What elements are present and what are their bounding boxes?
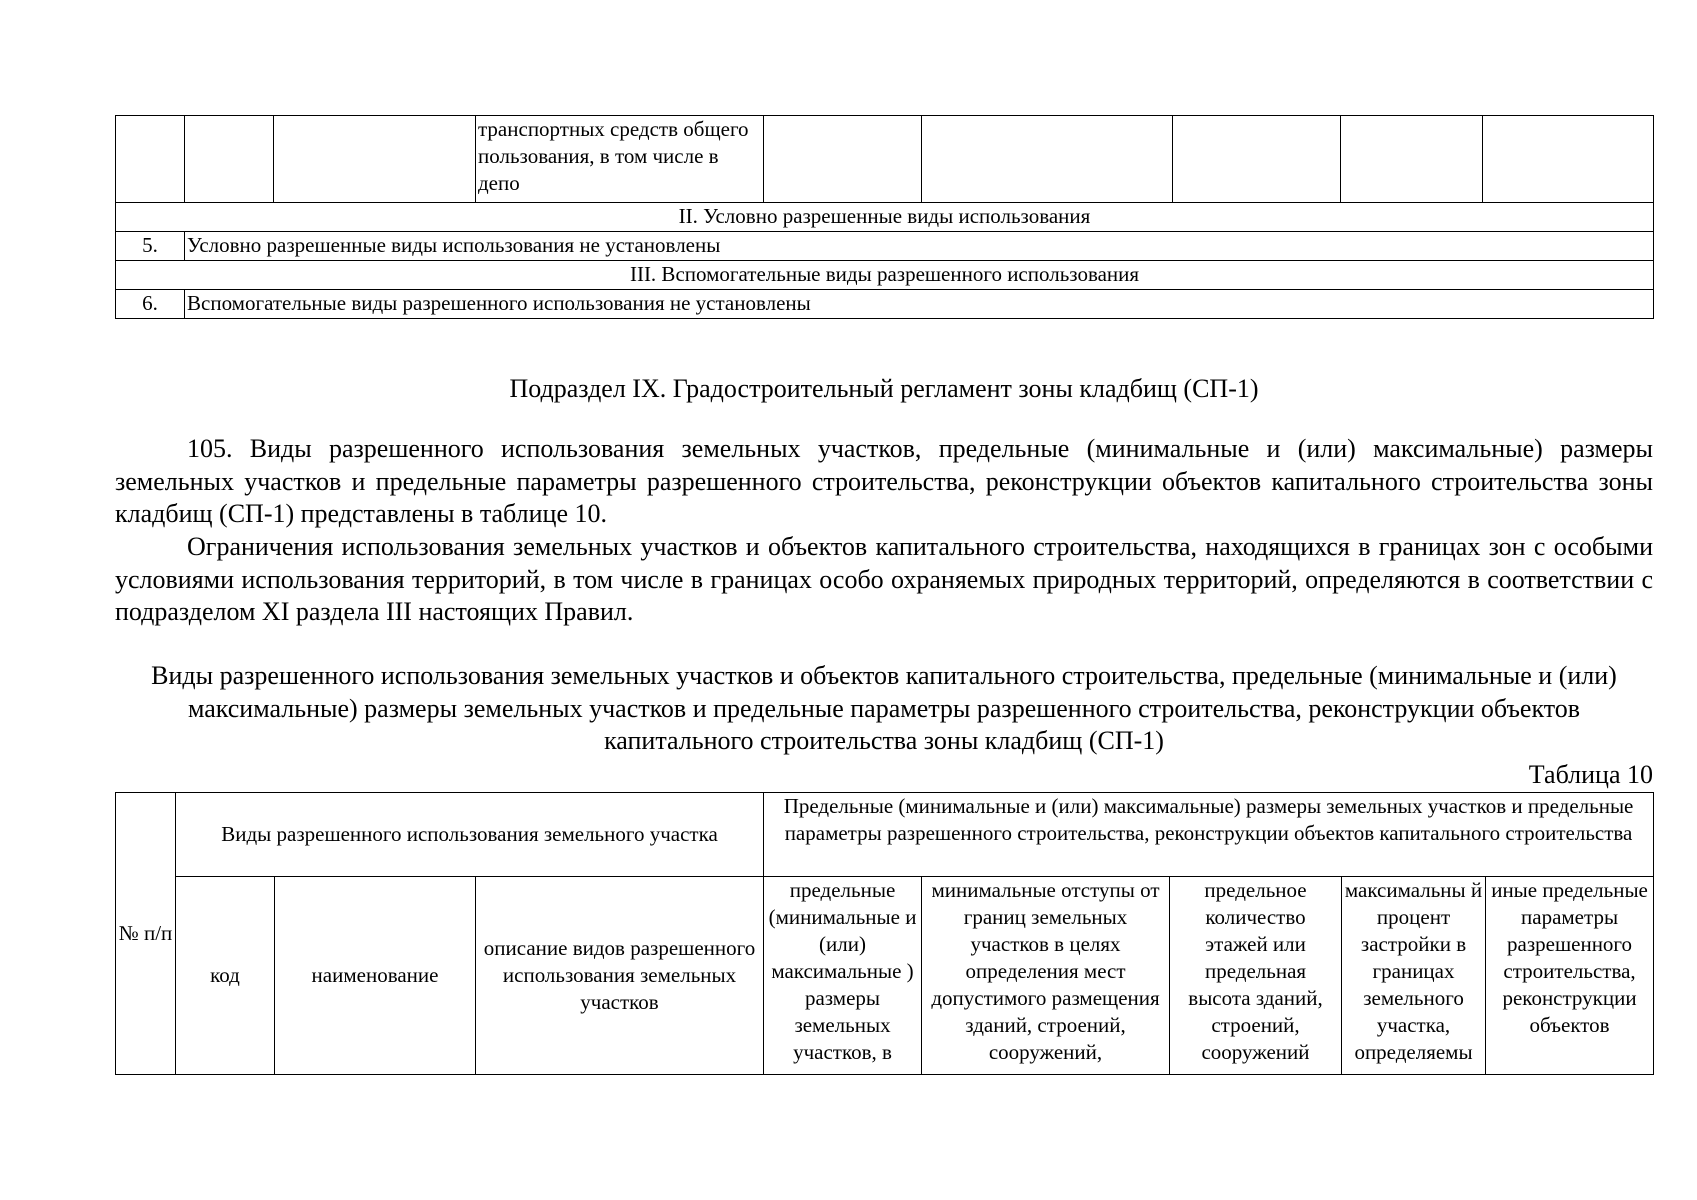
- section-heading-row: [116, 261, 1654, 290]
- subsection-title: Подраздел IX. Градостроительный регламент зоны кладбищ (СП-1): [509, 374, 1259, 403]
- header-number: № п/п: [116, 793, 176, 1075]
- table-row: [116, 116, 1654, 203]
- header-name: наименование: [275, 877, 476, 1075]
- header-limit-parameters: Предельные (минимальные и (или) максимальные) размеры земельных участков и предельные параметры разрешенного строительства, реконструкции объектов капитального строительства: [764, 793, 1654, 877]
- table-row: [116, 232, 1654, 261]
- vehicle-depot-description-cell: транспортных средств общего пользования, в том числе в депо: [476, 116, 764, 203]
- conditional-uses-heading: II. Условно разрешенные виды использования: [116, 203, 1654, 232]
- table-header-row: [116, 877, 1654, 1075]
- paragraph-restrictions: Ограничения использования земельных участков и объектов капитального строительства, находящихся в границах зон с особыми условиями использования территорий, в том числе в границах особо охраняемых природных территорий, определяются в соответствии с подразделом XI раздела III настоящих Правил.: [115, 532, 1653, 626]
- paragraph-105: 105. Виды разрешенного использования земельных участков, предельные (минимальные и (или) максимальные) размеры земельных участков и предельные параметры разрешенного строительства, реконструкции объектов капитального строительства зоны кладбищ (СП-1) представлены в таблице 10.: [115, 434, 1653, 528]
- row-number: 6.: [116, 290, 185, 319]
- header-description: описание видов разрешенного использования земельных участков: [476, 877, 764, 1075]
- header-floors: предельное количество этажей или предельная высота зданий, строений, сооружений: [1170, 877, 1342, 1075]
- header-permitted-uses: Виды разрешенного использования земельного участка: [176, 793, 764, 877]
- table-row: [116, 290, 1654, 319]
- table-caption: Виды разрешенного использования земельных участков и объектов капитального строительства, предельные (минимальные и (или) максимальные) размеры земельных участков и предельные параметры разрешенного строительства, реконструкции объектов капитального строительства зоны кладбищ (СП-1): [151, 661, 1617, 755]
- table-header-row: [116, 793, 1654, 877]
- auxiliary-uses-text: Вспомогательные виды разрешенного использования не установлены: [185, 290, 1654, 319]
- section-heading-row: [116, 203, 1654, 232]
- row-number: 5.: [116, 232, 185, 261]
- header-coverage: максимальны й процент застройки в границах земельного участка, определяемы: [1342, 877, 1486, 1075]
- table-number: Таблица 10: [1528, 760, 1653, 789]
- table-10: [115, 792, 1654, 1075]
- header-setbacks: минимальные отступы от границ земельных участков в целях определения мест допустимого размещения зданий, строений, сооружений,: [922, 877, 1170, 1075]
- header-plot-size: предельные (минимальные и (или) максимальные ) размеры земельных участков, в: [764, 877, 922, 1075]
- header-other-parameters: иные предельные параметры разрешенного строительства, реконструкции объектов: [1486, 877, 1654, 1075]
- conditional-uses-text: Условно разрешенные виды использования не установлены: [185, 232, 1654, 261]
- header-code: код: [176, 877, 275, 1075]
- auxiliary-uses-heading: III. Вспомогательные виды разрешенного использования: [116, 261, 1654, 290]
- previous-table-continuation: [115, 115, 1654, 319]
